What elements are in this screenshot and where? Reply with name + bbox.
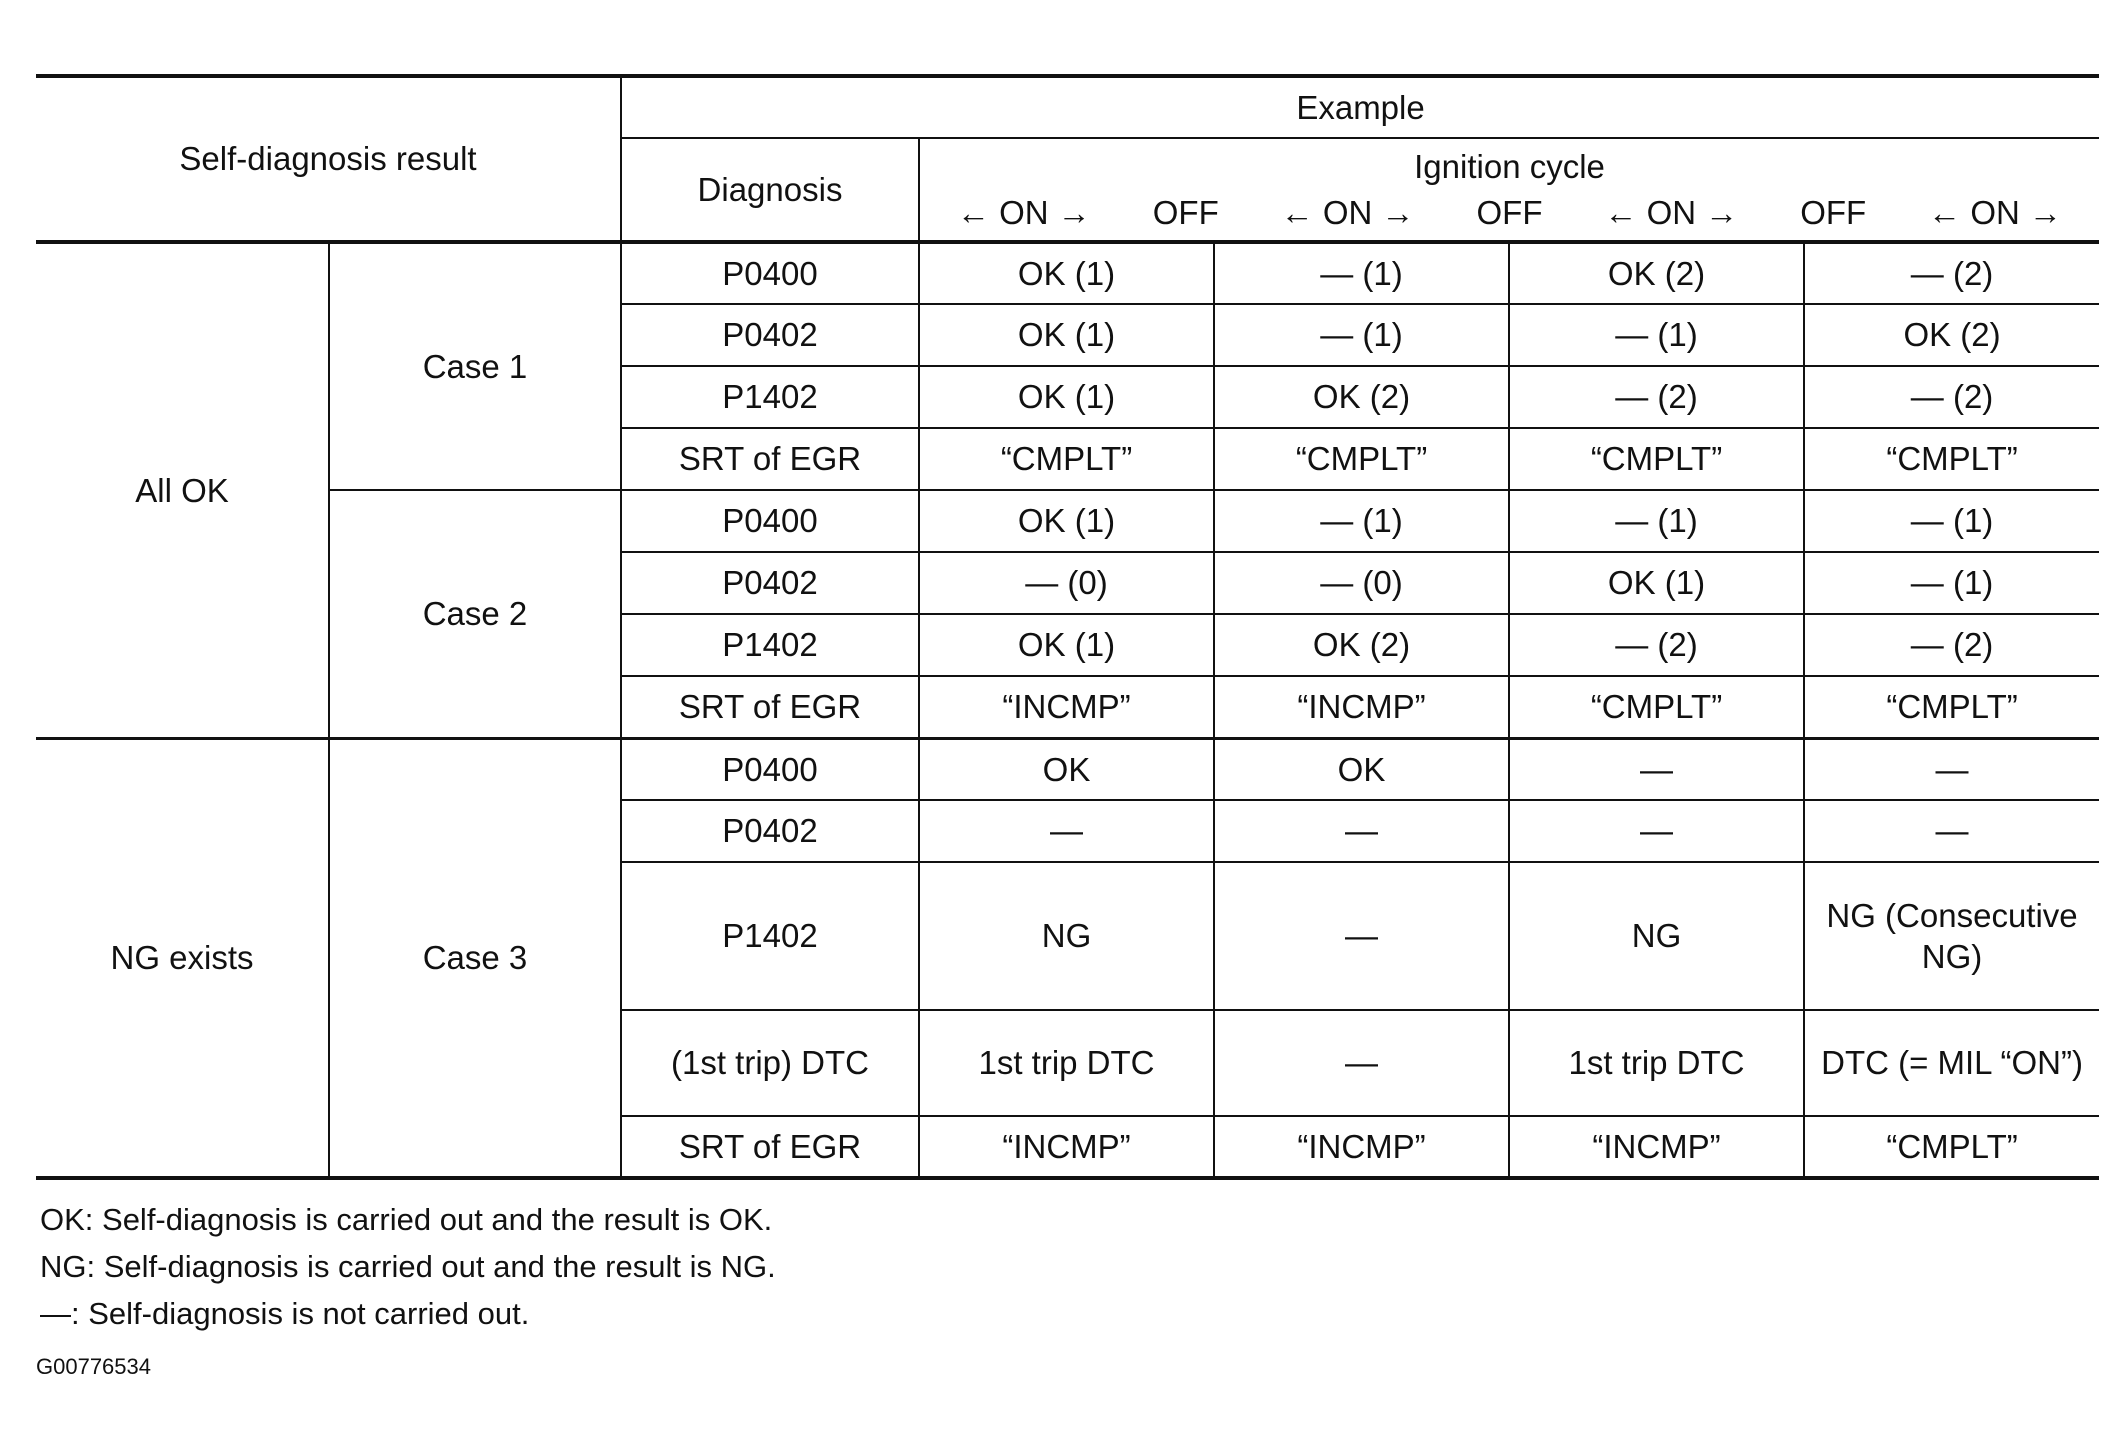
result-cell: OK (1) <box>919 242 1214 304</box>
group-label-all-ok: All OK <box>36 242 329 738</box>
case-label-1: Case 1 <box>329 242 621 490</box>
note-ng: NG: Self-diagnosis is carried out and the result is NG. <box>40 1249 776 1284</box>
result-cell: — <box>1804 738 2099 800</box>
result-cell: OK (1) <box>919 366 1214 428</box>
result-cell: “CMPLT” <box>919 428 1214 490</box>
result-cell: “INCMP” <box>919 676 1214 738</box>
ignition-state-on: ← ON → <box>956 193 1091 231</box>
result-cell: — <box>1509 738 1804 800</box>
result-cell: — <box>1214 1010 1509 1116</box>
result-cell: “CMPLT” <box>1804 676 2099 738</box>
result-cell: “CMPLT” <box>1214 428 1509 490</box>
case-label-2: Case 2 <box>329 490 621 738</box>
result-cell: — (1) <box>1804 552 2099 614</box>
legend-notes <box>40 1196 776 1337</box>
result-cell: — <box>1509 800 1804 862</box>
diagnosis-header: Diagnosis <box>621 138 919 242</box>
result-cell: OK (2) <box>1804 304 2099 366</box>
diagnosis-cell: SRT of EGR <box>621 428 919 490</box>
result-cell: 1st trip DTC <box>1509 1010 1804 1116</box>
diagnosis-cell: P0400 <box>621 738 919 800</box>
result-cell: — <box>1214 800 1509 862</box>
result-cell: “INCMP” <box>1214 1116 1509 1178</box>
result-cell: “CMPLT” <box>1804 428 2099 490</box>
diagnosis-cell: P1402 <box>621 614 919 676</box>
self-diagnosis-table <box>36 74 2099 1180</box>
diagnosis-cell: P0402 <box>621 800 919 862</box>
result-cell: NG (Consecutive NG) <box>1804 862 2099 1010</box>
ignition-state-on: ← ON → <box>1604 193 1739 231</box>
result-cell: — (0) <box>919 552 1214 614</box>
result-cell: OK (2) <box>1509 242 1804 304</box>
diagnosis-cell: P1402 <box>621 366 919 428</box>
result-cell: “INCMP” <box>1214 676 1509 738</box>
result-cell: OK (1) <box>919 304 1214 366</box>
example-header: Example <box>621 76 2099 138</box>
ignition-state-on: ← ON → <box>1280 193 1415 231</box>
result-cell: OK (1) <box>919 490 1214 552</box>
result-cell: — (1) <box>1214 490 1509 552</box>
diagnosis-cell: (1st trip) DTC <box>621 1010 919 1116</box>
result-cell: — (2) <box>1804 614 2099 676</box>
diagnosis-cell: P0402 <box>621 304 919 366</box>
result-cell: — (2) <box>1804 366 2099 428</box>
result-cell: — (1) <box>1804 490 2099 552</box>
ignition-cycle-header <box>919 138 2099 242</box>
result-cell: — (1) <box>1214 304 1509 366</box>
result-cell: OK (1) <box>1509 552 1804 614</box>
result-cell: — <box>919 800 1214 862</box>
result-cell: “INCMP” <box>1509 1116 1804 1178</box>
result-cell: OK (1) <box>919 614 1214 676</box>
ignition-states <box>926 192 2093 233</box>
result-cell: OK (2) <box>1214 366 1509 428</box>
result-cell: — (0) <box>1214 552 1509 614</box>
result-cell: — (1) <box>1509 304 1804 366</box>
ignition-state-on: ← ON → <box>1928 193 2063 231</box>
group-label-ng-exists: NG exists <box>36 738 329 1178</box>
diagnosis-cell: P0400 <box>621 490 919 552</box>
note-ok: OK: Self-diagnosis is carried out and the result is OK. <box>40 1202 773 1237</box>
table-row <box>36 490 2099 552</box>
table-row <box>36 242 2099 304</box>
result-cell: 1st trip DTC <box>919 1010 1214 1116</box>
result-cell: NG <box>1509 862 1804 1010</box>
diagnosis-cell: P1402 <box>621 862 919 1010</box>
diagnosis-table-figure <box>36 74 2099 1180</box>
ignition-state-off: OFF <box>1152 193 1219 231</box>
result-cell: — (2) <box>1804 242 2099 304</box>
figure-id: G00776534 <box>36 1354 151 1379</box>
case-label-3: Case 3 <box>329 738 621 1178</box>
result-cell: — (2) <box>1509 614 1804 676</box>
self-diagnosis-result-header: Self-diagnosis result <box>36 76 621 242</box>
result-cell: DTC (= MIL “ON”) <box>1804 1010 2099 1116</box>
result-cell: OK (2) <box>1214 614 1509 676</box>
result-cell: — (1) <box>1214 242 1509 304</box>
diagnosis-cell: SRT of EGR <box>621 1116 919 1178</box>
result-cell: “CMPLT” <box>1509 428 1804 490</box>
result-cell: — (2) <box>1509 366 1804 428</box>
result-cell: — <box>1804 800 2099 862</box>
ignition-cycle-title: Ignition cycle <box>1414 148 1605 186</box>
result-cell: — <box>1214 862 1509 1010</box>
diagnosis-cell: SRT of EGR <box>621 676 919 738</box>
table-row <box>36 738 2099 800</box>
result-cell: — (1) <box>1509 490 1804 552</box>
ignition-state-off: OFF <box>1476 193 1543 231</box>
result-cell: “INCMP” <box>919 1116 1214 1178</box>
result-cell: OK <box>919 738 1214 800</box>
result-cell: OK <box>1214 738 1509 800</box>
note-dash: —: Self-diagnosis is not carried out. <box>40 1296 530 1331</box>
diagnosis-cell: P0402 <box>621 552 919 614</box>
result-cell: “CMPLT” <box>1509 676 1804 738</box>
diagnosis-cell: P0400 <box>621 242 919 304</box>
result-cell: “CMPLT” <box>1804 1116 2099 1178</box>
result-cell: NG <box>919 862 1214 1010</box>
ignition-state-off: OFF <box>1800 193 1867 231</box>
